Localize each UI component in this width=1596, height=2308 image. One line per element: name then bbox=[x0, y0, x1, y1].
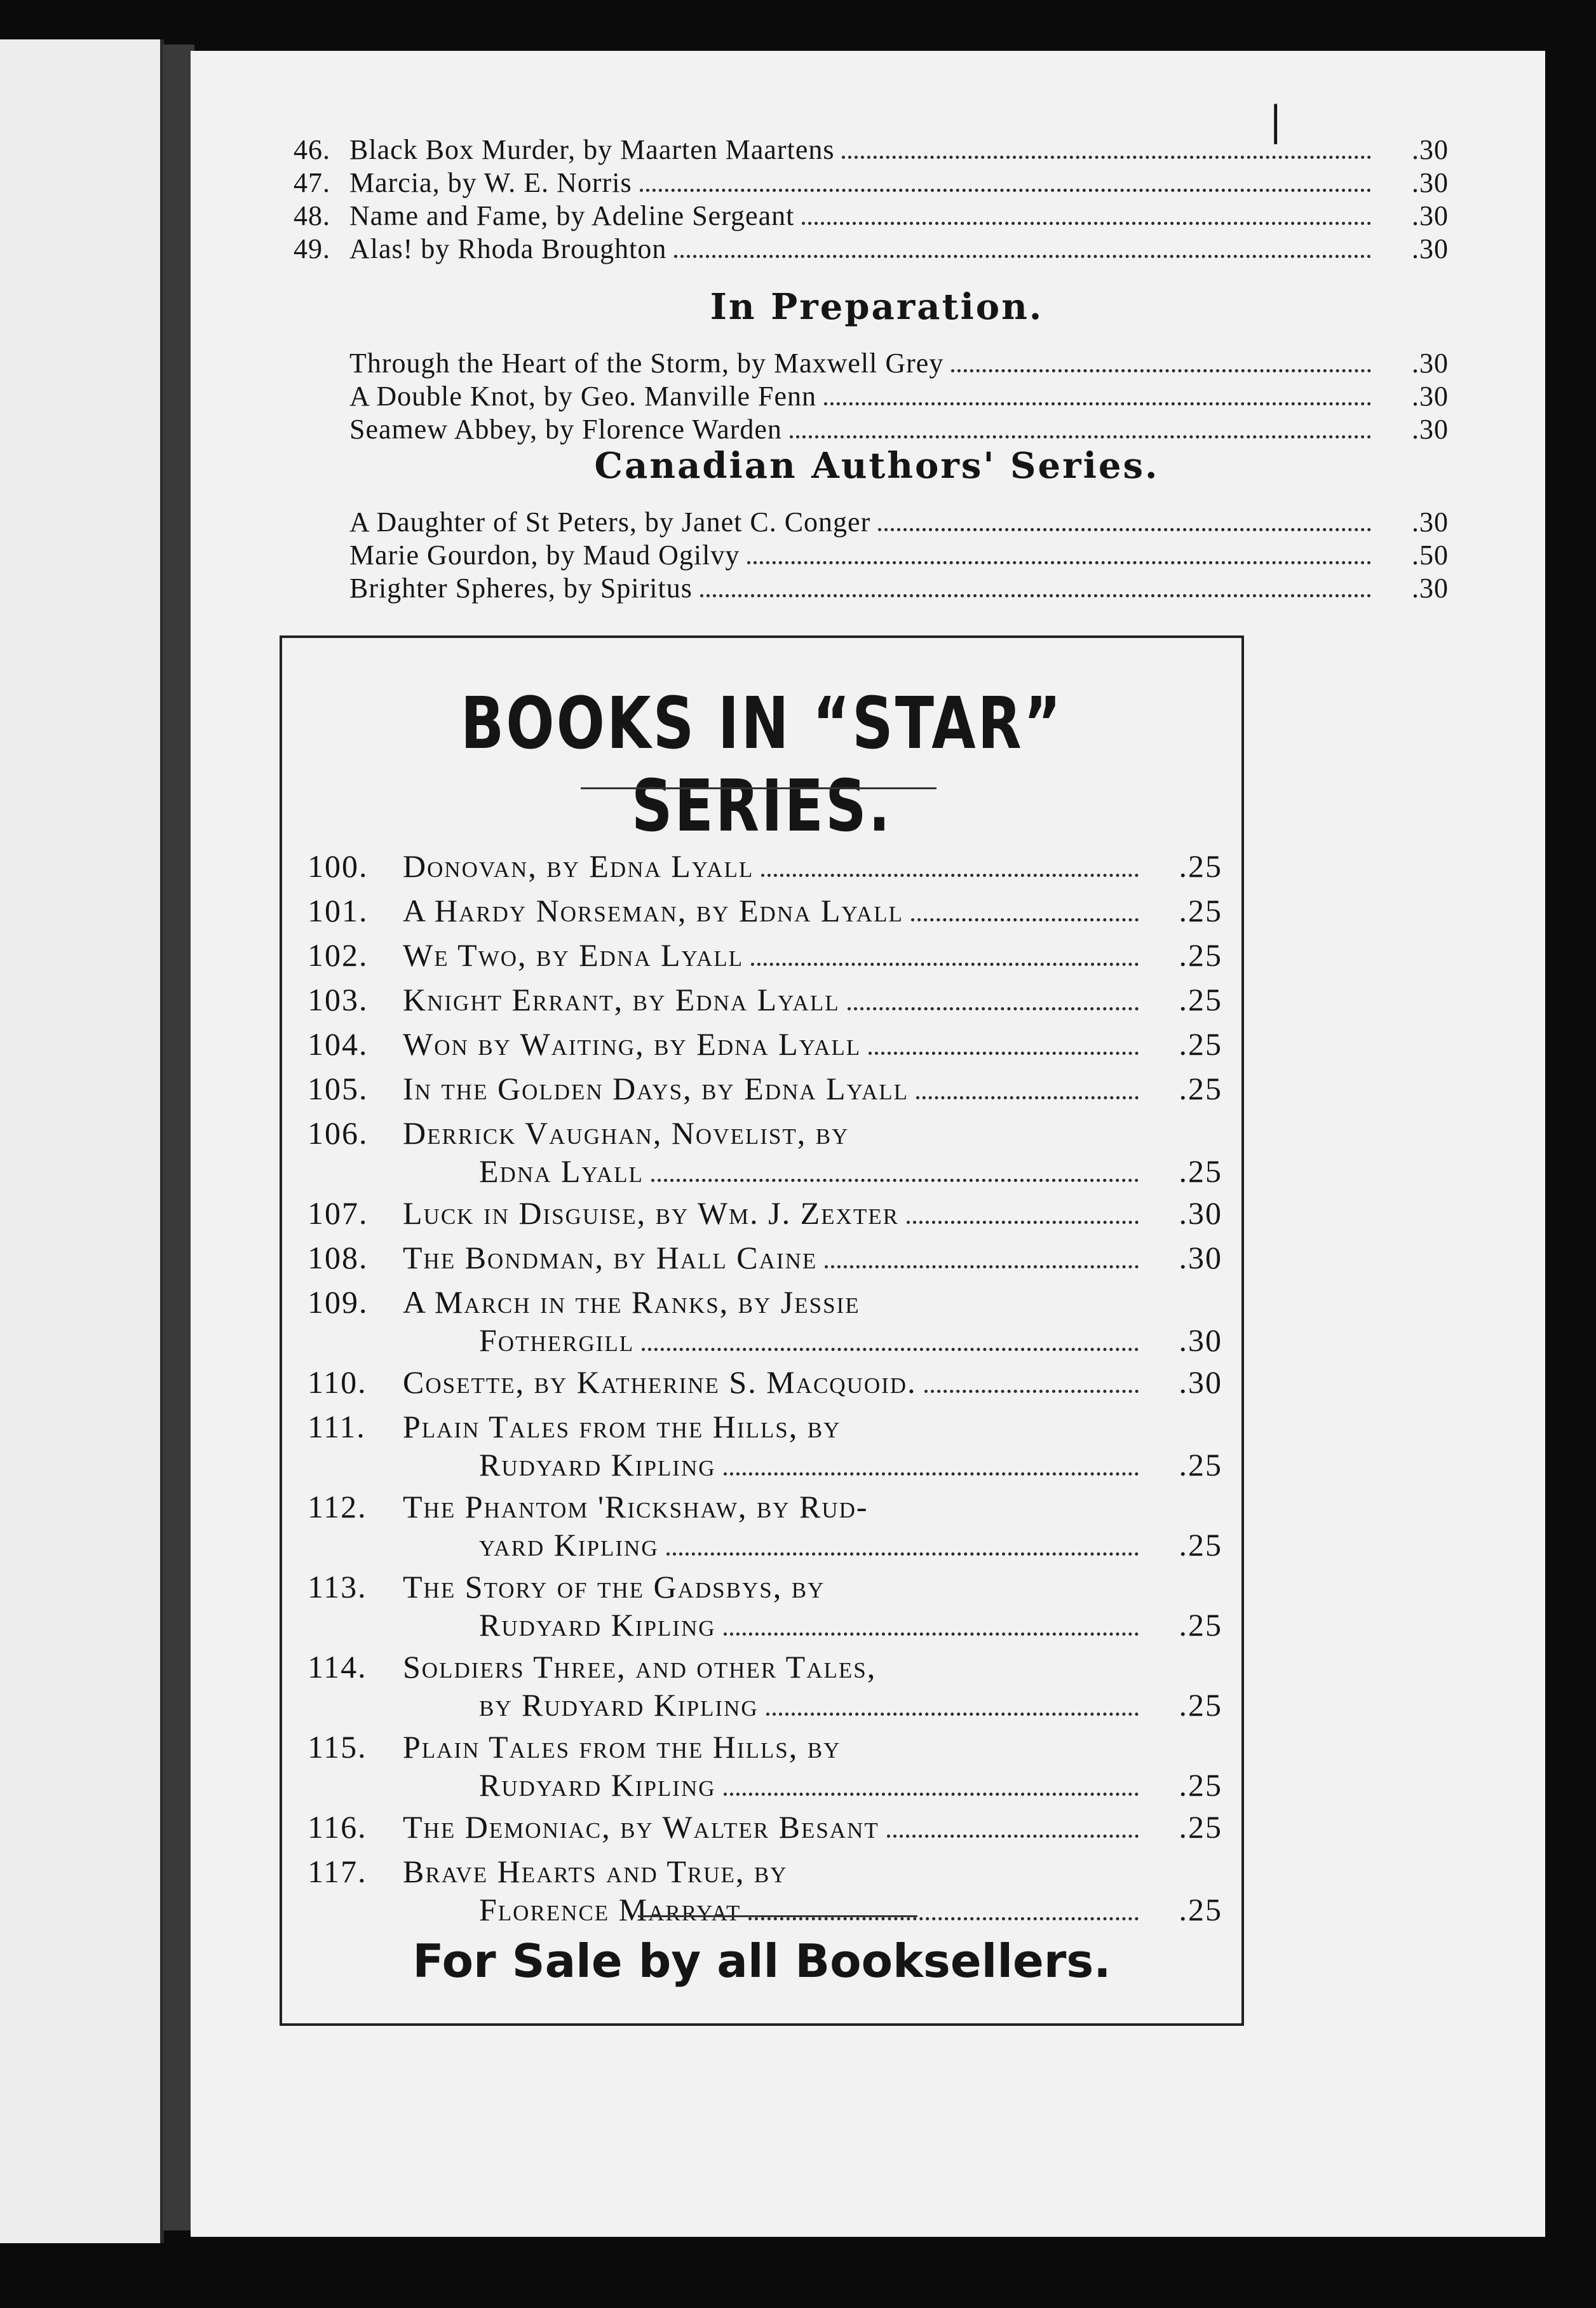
item-number: 100. bbox=[308, 848, 369, 884]
item-price: .30 bbox=[1412, 573, 1449, 604]
item-title: A Double Knot, by Geo. Manville Fenn bbox=[349, 381, 817, 412]
item-price: .25 bbox=[1179, 1687, 1222, 1723]
item-number: 112. bbox=[308, 1489, 367, 1524]
item-number: 116. bbox=[308, 1809, 367, 1845]
item-title: Plain Tales from the Hills, by bbox=[403, 1409, 841, 1444]
item-price: .25 bbox=[1179, 1447, 1222, 1483]
item-price: .25 bbox=[1179, 1527, 1222, 1563]
item-price: .30 bbox=[1412, 348, 1449, 379]
star-list-item bbox=[308, 1070, 1222, 1107]
list-item bbox=[254, 347, 1449, 379]
item-title-continued: Rudyard Kipling bbox=[479, 1607, 716, 1643]
item-title: Soldiers Three, and other Tales, bbox=[403, 1649, 877, 1685]
item-number: 114. bbox=[308, 1649, 367, 1685]
item-number: 111. bbox=[308, 1409, 366, 1444]
item-price: .25 bbox=[1179, 1892, 1222, 1927]
item-title: Black Box Murder, by Maarten Maartens bbox=[349, 134, 835, 165]
item-price: .50 bbox=[1412, 540, 1449, 571]
item-title-continued: Rudyard Kipling bbox=[479, 1767, 716, 1803]
leader-dots bbox=[790, 419, 1371, 438]
star-list-item bbox=[308, 1026, 1222, 1062]
item-price: .25 bbox=[1179, 1767, 1222, 1803]
item-number: 108. bbox=[308, 1240, 369, 1275]
star-series-box bbox=[280, 635, 1244, 2026]
item-number: 106. bbox=[308, 1115, 369, 1151]
leader-dots bbox=[640, 172, 1371, 192]
leader-dots bbox=[666, 1533, 1139, 1556]
item-title: Luck in Disguise, by Wm. J. Zexter bbox=[403, 1195, 899, 1231]
leader-dots bbox=[766, 1694, 1139, 1716]
item-price: .30 bbox=[1412, 381, 1449, 412]
item-title: Donovan, by Edna Lyall bbox=[403, 848, 754, 884]
item-price: .25 bbox=[1179, 1071, 1222, 1106]
item-title: The Phantom 'Rickshaw, by Rud- bbox=[403, 1489, 869, 1524]
item-number: 48. bbox=[294, 200, 330, 231]
list-item bbox=[254, 539, 1449, 571]
page-mark: | bbox=[1271, 96, 1281, 145]
item-price: .25 bbox=[1179, 1153, 1222, 1189]
leader-dots bbox=[824, 386, 1371, 405]
item-title-continued: by Rudyard Kipling bbox=[479, 1687, 759, 1723]
item-title: Seamew Abbey, by Florence Warden bbox=[349, 414, 782, 445]
item-title: Derrick Vaughan, Novelist, by bbox=[403, 1115, 849, 1151]
item-title: Plain Tales from the Hills, by bbox=[403, 1729, 841, 1765]
leader-dots bbox=[842, 139, 1371, 159]
leader-dots bbox=[674, 238, 1371, 258]
star-list-item bbox=[308, 848, 1222, 885]
footer-divider bbox=[638, 1915, 917, 1917]
item-price: .30 bbox=[1412, 506, 1449, 538]
leader-dots bbox=[761, 855, 1139, 877]
item-number: 109. bbox=[308, 1284, 369, 1320]
list-item bbox=[254, 413, 1449, 445]
item-title: In the Golden Days, by Edna Lyall bbox=[403, 1071, 909, 1106]
list-item bbox=[254, 133, 1449, 166]
leader-dots bbox=[700, 578, 1371, 597]
item-number: 102. bbox=[308, 937, 369, 973]
star-list-item bbox=[308, 1568, 1222, 1643]
item-title: Brave Hearts and True, by bbox=[403, 1854, 788, 1889]
item-number: 46. bbox=[294, 134, 330, 165]
item-price: .25 bbox=[1179, 848, 1222, 884]
item-price: .30 bbox=[1179, 1195, 1222, 1231]
item-title: We Two, by Edna Lyall bbox=[403, 937, 743, 973]
leader-dots bbox=[869, 1033, 1139, 1055]
item-title: Marie Gourdon, by Maud Ogilvy bbox=[349, 540, 740, 571]
item-title: A Daughter of St Peters, by Janet C. Conger bbox=[349, 506, 871, 538]
star-list-item bbox=[308, 1809, 1222, 1845]
star-series-title: BOOKS IN “STAR” SERIES. bbox=[460, 682, 1064, 848]
item-title: The Demoniac, by Walter Besant bbox=[403, 1809, 879, 1845]
item-title: The Story of the Gadsbys, by bbox=[403, 1569, 825, 1605]
leader-dots bbox=[887, 1816, 1139, 1838]
leader-dots bbox=[848, 988, 1139, 1010]
item-price: .30 bbox=[1412, 134, 1449, 165]
leader-dots bbox=[724, 1453, 1139, 1476]
item-title-continued: Edna Lyall bbox=[479, 1153, 644, 1189]
list-item bbox=[254, 166, 1449, 199]
leader-dots bbox=[878, 512, 1371, 531]
star-list-item bbox=[308, 1488, 1222, 1563]
in-preparation-heading: In Preparation. bbox=[710, 286, 1044, 328]
leader-dots bbox=[907, 1202, 1139, 1224]
item-title: Name and Fame, by Adeline Sergeant bbox=[349, 200, 795, 231]
list-item bbox=[254, 572, 1449, 604]
item-title: Knight Errant, by Edna Lyall bbox=[403, 982, 840, 1017]
leader-dots bbox=[924, 1371, 1139, 1393]
list-item bbox=[254, 200, 1449, 232]
item-number: 103. bbox=[308, 982, 369, 1017]
item-price: .25 bbox=[1179, 1809, 1222, 1845]
star-list-item bbox=[308, 1408, 1222, 1483]
item-number: 110. bbox=[308, 1364, 367, 1400]
leader-dots bbox=[724, 1774, 1139, 1796]
leader-dots bbox=[751, 944, 1139, 966]
item-number: 105. bbox=[308, 1071, 369, 1106]
leader-dots bbox=[747, 545, 1371, 564]
item-price: .30 bbox=[1412, 167, 1449, 198]
list-item bbox=[254, 233, 1449, 265]
item-title: Cosette, by Katherine S. Macquoid. bbox=[403, 1364, 917, 1400]
book-spine bbox=[163, 44, 194, 2230]
star-list-item bbox=[308, 1195, 1222, 1232]
item-price: .25 bbox=[1179, 1026, 1222, 1062]
item-price: .30 bbox=[1179, 1364, 1222, 1400]
item-number: 107. bbox=[308, 1195, 369, 1231]
item-price: .30 bbox=[1179, 1240, 1222, 1275]
item-title: Through the Heart of the Storm, by Maxwell Grey bbox=[349, 348, 944, 379]
item-number: 115. bbox=[308, 1729, 367, 1765]
item-number: 104. bbox=[308, 1026, 369, 1062]
item-price: .30 bbox=[1179, 1322, 1222, 1358]
star-list-item bbox=[308, 1239, 1222, 1276]
star-list-item bbox=[308, 892, 1222, 929]
item-title: The Bondman, by Hall Caine bbox=[403, 1240, 818, 1275]
star-list-item bbox=[308, 937, 1222, 974]
leader-dots bbox=[651, 1160, 1139, 1182]
left-page-edge bbox=[0, 39, 164, 2243]
item-title: Brighter Spheres, by Spiritus bbox=[349, 573, 693, 604]
for-sale-footer: For Sale by all Booksellers. bbox=[412, 1934, 1111, 1988]
item-number: 113. bbox=[308, 1569, 367, 1605]
star-list-item bbox=[308, 1648, 1222, 1723]
item-title: Won by Waiting, by Edna Lyall bbox=[403, 1026, 862, 1062]
book-page bbox=[191, 51, 1545, 2237]
leader-dots bbox=[825, 1246, 1139, 1268]
item-number: 47. bbox=[294, 167, 330, 198]
leader-dots bbox=[911, 899, 1139, 921]
leader-dots bbox=[951, 353, 1371, 372]
item-title: A Hardy Norseman, by Edna Lyall bbox=[403, 893, 903, 928]
item-title-continued: Florence Marryat bbox=[479, 1892, 741, 1927]
item-title-continued: Rudyard Kipling bbox=[479, 1447, 716, 1483]
item-title-continued: yard Kipling bbox=[479, 1527, 659, 1563]
item-price: .25 bbox=[1179, 1607, 1222, 1643]
item-number: 117. bbox=[308, 1854, 367, 1889]
leader-dots bbox=[724, 1613, 1139, 1636]
item-title: Marcia, by W. E. Norris bbox=[349, 167, 632, 198]
item-title: Alas! by Rhoda Broughton bbox=[349, 233, 667, 264]
item-price: .25 bbox=[1179, 893, 1222, 928]
leader-dots bbox=[642, 1329, 1139, 1351]
list-item bbox=[254, 506, 1449, 538]
leader-dots bbox=[802, 205, 1371, 225]
item-price: .25 bbox=[1179, 982, 1222, 1017]
item-number: 49. bbox=[294, 233, 330, 264]
title-divider bbox=[581, 787, 937, 789]
star-list-item bbox=[308, 1284, 1222, 1359]
canadian-authors-heading: Canadian Authors' Series. bbox=[594, 445, 1160, 487]
star-list-item bbox=[308, 981, 1222, 1018]
leader-dots bbox=[916, 1077, 1139, 1099]
item-price: .30 bbox=[1412, 233, 1449, 264]
star-list-item bbox=[308, 1728, 1222, 1803]
list-item bbox=[254, 380, 1449, 412]
star-list-item bbox=[308, 1115, 1222, 1190]
item-price: .30 bbox=[1412, 200, 1449, 231]
item-title: A March in the Ranks, by Jessie bbox=[403, 1284, 860, 1320]
item-price: .25 bbox=[1179, 937, 1222, 973]
item-number: 101. bbox=[308, 893, 369, 928]
item-price: .30 bbox=[1412, 414, 1449, 445]
item-title-continued: Fothergill bbox=[479, 1322, 635, 1358]
star-list-item bbox=[308, 1364, 1222, 1401]
